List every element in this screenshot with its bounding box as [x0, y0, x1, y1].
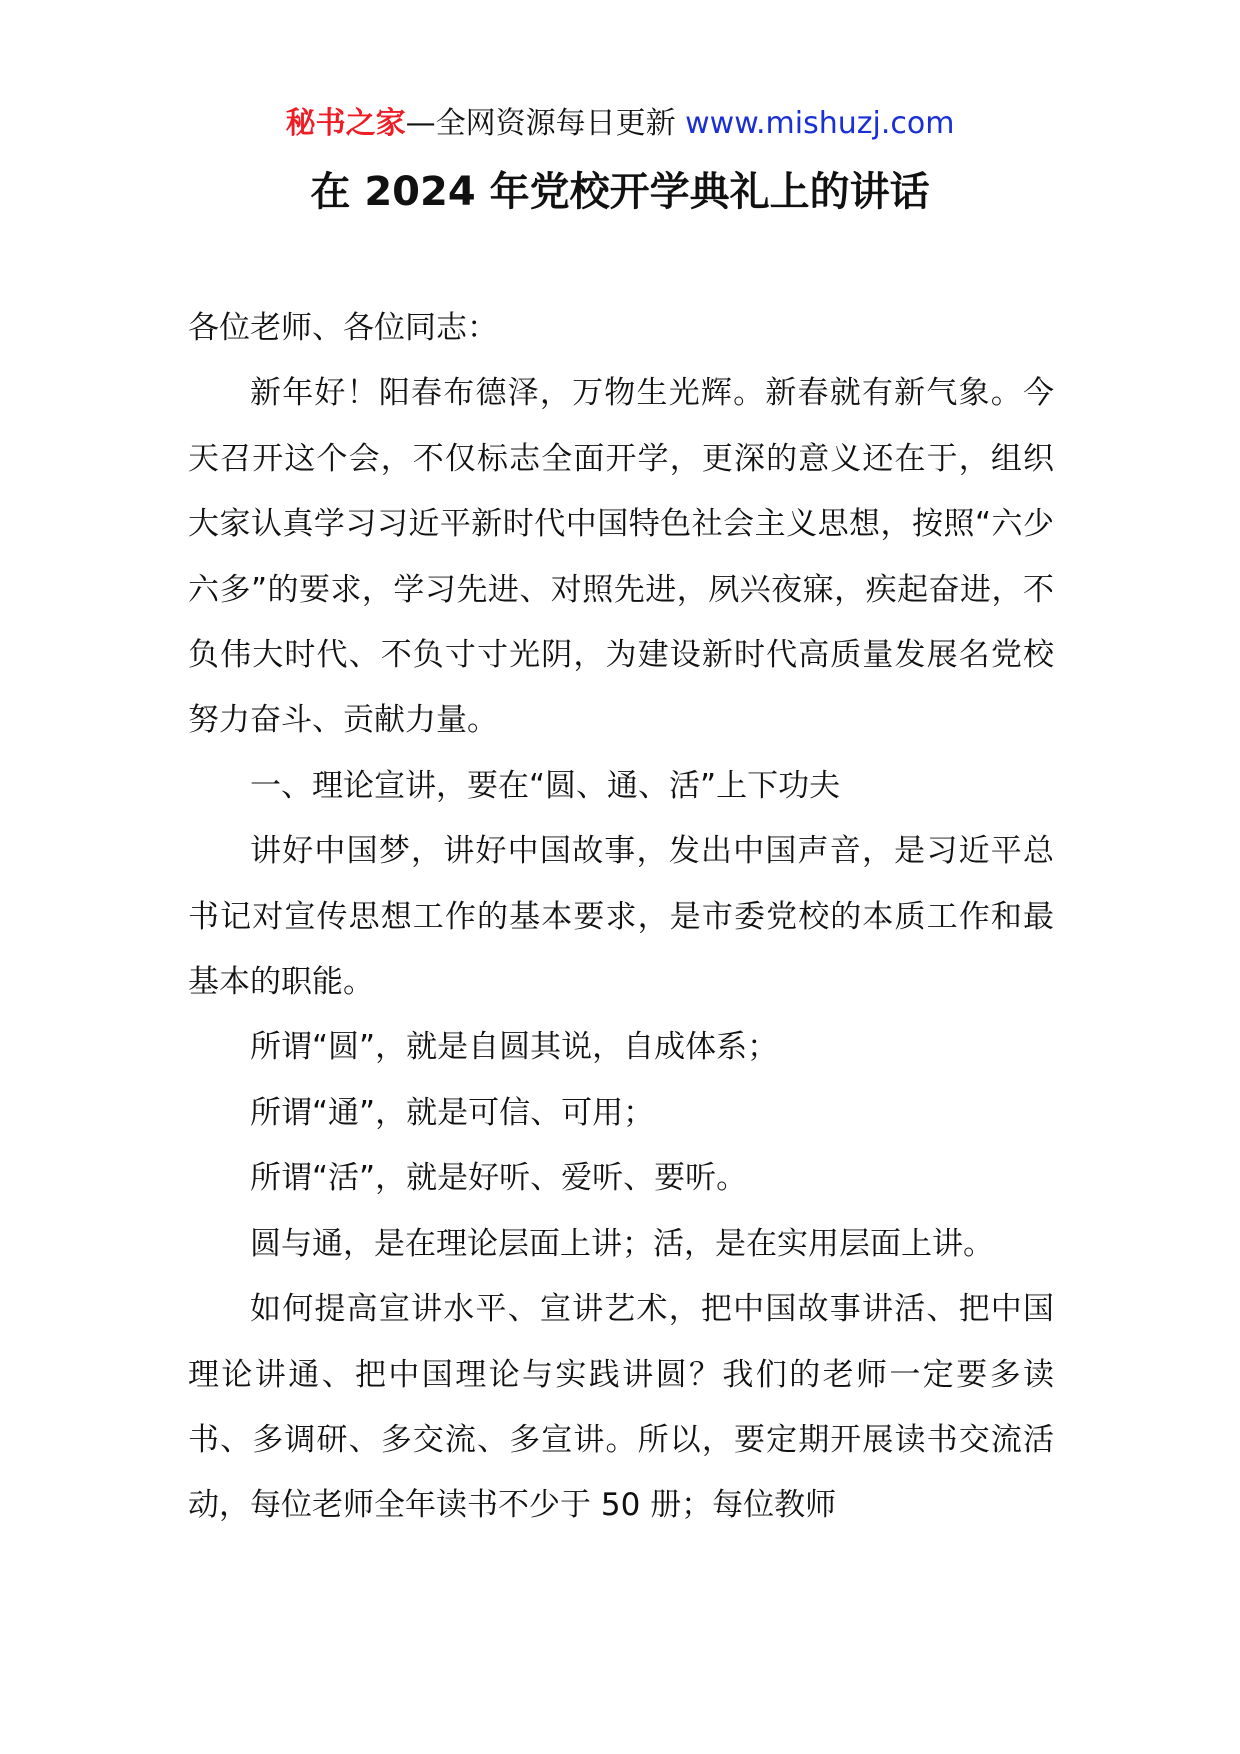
paragraph-3: 所谓“圆”，就是自圆其说，自成体系； [250, 1029, 779, 1066]
section-heading-1: 一、理论宣讲，要在“圆、通、活”上下功夫 [250, 767, 841, 804]
document-title: 在 2024 年党校开学典礼上的讲话 [310, 169, 930, 215]
header-tagline: —全网资源每日更新 [405, 106, 686, 141]
paragraph-2: 讲好中国梦，讲好中国故事，发出中国声音，是习近平总书记对宣传思想工作的基本要求，是市委党校的本质工作和最基本的职能。 [188, 833, 1054, 1001]
paragraph-1: 新年好！阳春布德泽，万物生光辉。新春就有新气象。今天召开这个会，不仅标志全面开学，更深的意义还在于，组织大家认真学习习近平新时代中国特色社会主义思想，按照“六少六多”的要求，学习先进、对照先进，夙兴夜寐，疾起奋进，不负伟大时代、不负寸寸光阴，为建设新时代高质量发展名党校努力奋斗、贡献力量。 [188, 375, 1054, 739]
paragraph-6: 圆与通，是在理论层面上讲；活，是在实用层面上讲。 [250, 1225, 994, 1262]
paragraph-4: 所谓“通”，就是可信、可用； [250, 1094, 655, 1131]
brand-name: 秘书之家 [285, 106, 406, 141]
paragraph-7: 如何提高宣讲水平、宣讲艺术，把中国故事讲活、把中国理论讲通、把中国理论与实践讲圆？我们的老师一定要多读书、多调研、多交流、多宣讲。所以，要定期开展读书交流活动，每位老师全年读书不少于 50 册；每位教师 [188, 1291, 1054, 1524]
site-header [0, 102, 1240, 146]
paragraph-5: 所谓“活”，就是好听、爱听、要听。 [250, 1160, 748, 1197]
site-url-link[interactable]: www.mishuzj.com [685, 106, 955, 141]
document-body [188, 296, 1054, 1539]
salutation: 各位老师、各位同志： [188, 310, 498, 346]
